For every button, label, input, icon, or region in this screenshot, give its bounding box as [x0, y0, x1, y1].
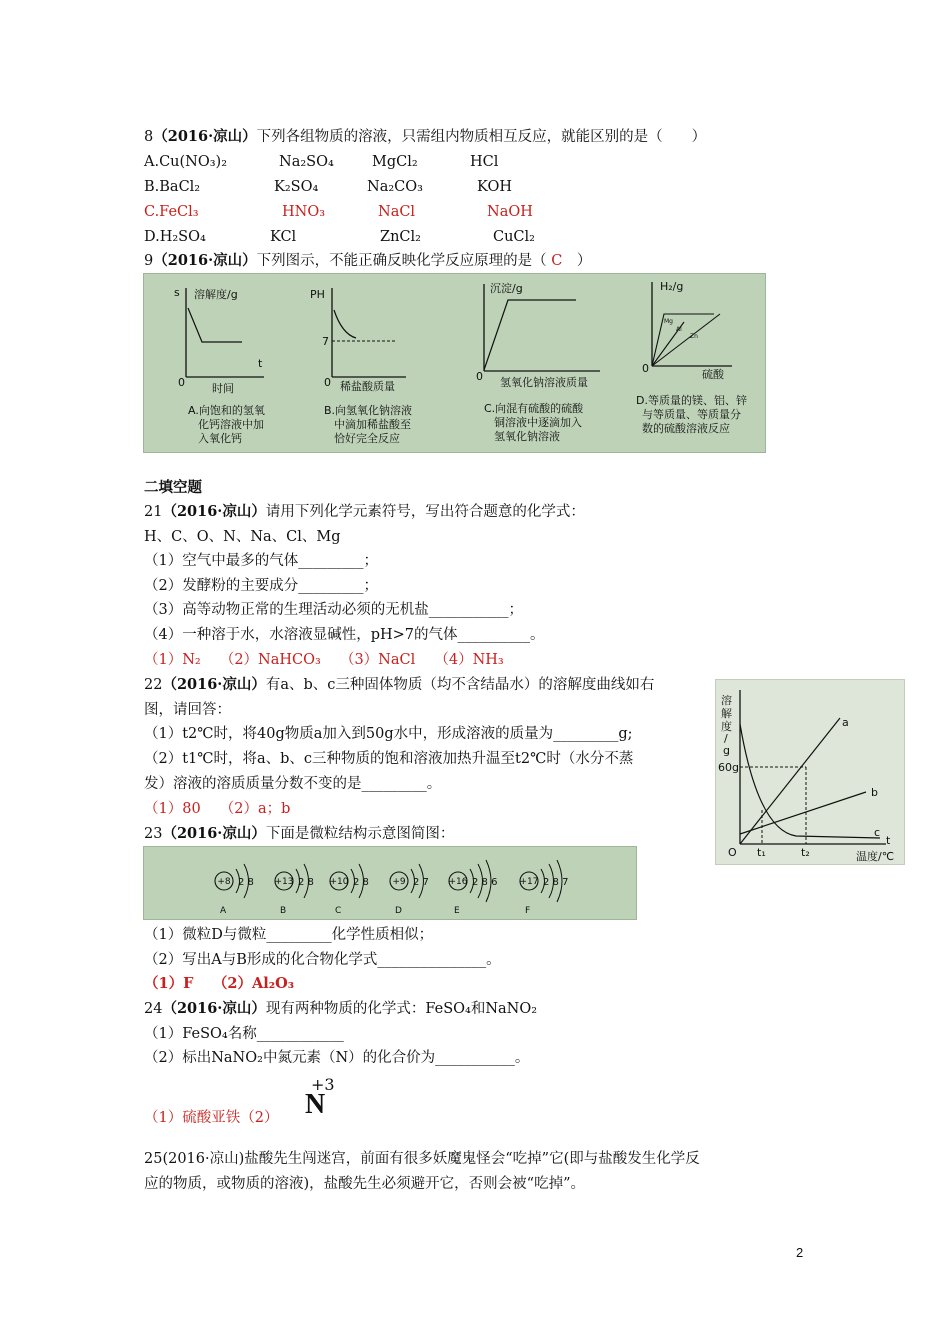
svg-text:中滴加稀盐酸至: 中滴加稀盐酸至	[334, 418, 411, 431]
graph-b-xlabel: 稀盐酸质量	[340, 380, 395, 393]
svg-text:E: E	[454, 906, 460, 916]
q23-answer: （1）F （2）Al₂O₃	[144, 975, 295, 992]
svg-text:2 8 6: 2 8 6	[472, 877, 498, 888]
q21-item-4: （4）一种溶于水，水溶液显碱性，pH>7的气体__________。	[144, 627, 545, 643]
svg-text:+10: +10	[329, 877, 349, 887]
q22-item-1: （1）t2℃时，将40g物质a加入到50g水中，形成溶液的质量为_________g;	[144, 726, 633, 742]
graph-t2-label: t₂	[801, 846, 810, 859]
q24-item-1: （1）FeSO₄名称____________	[144, 1026, 344, 1042]
q21-item-3: （3）高等动物正常的生理活动必须的无机盐___________；	[144, 602, 523, 618]
graph-c	[476, 281, 600, 443]
svg-text:2 8: 2 8	[298, 877, 314, 888]
svg-text:Mg: Mg	[664, 318, 673, 325]
svg-text:B: B	[280, 906, 287, 916]
svg-text:+16: +16	[448, 877, 468, 887]
particle-b	[275, 864, 314, 916]
svg-text:入氧化钙: 入氧化钙	[198, 432, 242, 445]
graph-b-ylabel: PH	[310, 288, 325, 301]
graph-c-ylabel: 沉淀/g	[490, 282, 523, 295]
q24-valence: +3	[311, 1075, 335, 1094]
svg-text:溶: 溶	[721, 694, 732, 707]
svg-text:+9: +9	[392, 877, 406, 887]
q22-stem-2: 图，请回答：	[144, 702, 231, 718]
svg-text:A: A	[220, 906, 227, 916]
graph-a-origin: 0	[178, 376, 185, 389]
svg-text:+13: +13	[274, 877, 294, 887]
q23-particle-diagrams	[143, 846, 637, 920]
graph-d-origin: 0	[642, 362, 649, 375]
svg-text:D.等质量的镁、铝、锌: D.等质量的镁、铝、锌	[636, 394, 747, 407]
svg-text:2 8: 2 8	[353, 877, 369, 888]
svg-text:2 8 7: 2 8 7	[543, 877, 569, 888]
curve-c	[740, 724, 880, 838]
svg-text:+8: +8	[217, 877, 231, 887]
q25-line-2: 应的物质，或物质的溶液)，盐酸先生必须避开它，否则会被“吃掉”。	[144, 1176, 585, 1192]
svg-text:A.向饱和的氢氧: A.向饱和的氢氧	[188, 404, 265, 417]
svg-text:解: 解	[721, 707, 732, 720]
graph-a	[174, 286, 265, 445]
graph-c-xlabel: 氢氧化钠溶液质量	[500, 376, 588, 389]
graph-d	[636, 280, 747, 435]
graph-d-xlabel: 硫酸	[702, 368, 724, 381]
graph-c-origin: 0	[476, 370, 483, 383]
graph-a-t-label: t	[258, 357, 263, 370]
svg-text:C.向混有硫酸的硫酸: C.向混有硫酸的硫酸	[484, 402, 584, 415]
q9-figure-panel	[143, 273, 766, 453]
graph-b	[310, 288, 412, 445]
svg-text:Al: Al	[676, 326, 682, 333]
curve-c-label: c	[874, 826, 881, 839]
page-number: 2	[796, 1245, 804, 1260]
svg-text:Zn: Zn	[690, 333, 698, 340]
graph-xlabel: 温度/℃	[856, 850, 895, 863]
q24-stem: 24（2016·凉山）现有两种物质的化学式：FeSO₄和NaNO₂	[144, 1000, 538, 1017]
q21-item-2: （2）发酵粉的主要成分_________；	[144, 578, 378, 594]
q21-answer: （1）N₂ （2）NaHCO₃ （3）NaCl （4）NH₃	[144, 652, 504, 668]
q8-stem: 8（2016·凉山）下列各组物质的溶液，只需组内物质相互反应，就能区别的是（ ）	[144, 128, 707, 145]
graph-b-tick-7: 7	[322, 335, 329, 348]
svg-text:铜溶液中逐滴加入: 铜溶液中逐滴加入	[494, 416, 582, 429]
svg-text:恰好完全反应: 恰好完全反应	[334, 432, 400, 445]
svg-text:D: D	[395, 906, 402, 916]
q22-item-2: （2）t1℃时，将a、b、c三种物质的饱和溶液加热升温至t2℃时（水分不蒸	[144, 751, 634, 767]
q22-solubility-graph	[715, 679, 905, 865]
svg-text:2 7: 2 7	[413, 877, 429, 888]
q24-item-2: （2）标出NaNO₂中氮元素（N）的化合价为___________。	[144, 1050, 530, 1066]
graph-a-xlabel: 时间	[212, 382, 234, 395]
svg-text:C: C	[335, 906, 342, 916]
q22-stem: 22（2016·凉山）有a、b、c三种固体物质（均不含结晶水）的溶解度曲线如右	[144, 676, 655, 693]
graph-60g-label: 60g	[718, 761, 739, 774]
particle-e	[449, 860, 498, 916]
q23-item-2: （2）写出A与B形成的化合物化学式_______________。	[144, 952, 501, 968]
graph-origin: O	[728, 846, 737, 859]
q22-item-3: 发）溶液的溶质质量分数不变的是_________。	[144, 776, 442, 792]
q24-element-n: N	[305, 1089, 326, 1120]
graph-t-label: t	[886, 834, 891, 847]
q21-item-1: （1）空气中最多的气体_________；	[144, 553, 378, 569]
q23-stem: 23（2016·凉山）下面是微粒结构示意图简图：	[144, 825, 455, 842]
particle-a	[215, 864, 254, 916]
curve-b	[740, 792, 866, 834]
svg-text:+17: +17	[519, 877, 539, 887]
svg-text:氢氧化钠溶液: 氢氧化钠溶液	[494, 430, 560, 443]
curve-a-label: a	[842, 716, 849, 729]
graph-t1-label: t₁	[757, 846, 766, 859]
q24-answer: （1）硫酸亚铁（2）	[144, 1110, 279, 1126]
q23-item-1: （1）微粒D与微粒_________化学性质相似；	[144, 927, 434, 943]
particle-f	[520, 860, 569, 916]
q22-answer: （1）80 （2）a；b	[144, 801, 291, 817]
q25-line-1: 25(2016·凉山)盐酸先生闯迷宫，前面有很多妖魔鬼怪会“吃掉”它(即与盐酸发生化学反	[144, 1151, 700, 1167]
svg-text:/: /	[724, 732, 728, 745]
svg-text:B.向氢氧化钠溶液: B.向氢氧化钠溶液	[324, 404, 413, 417]
svg-text:F: F	[525, 906, 531, 916]
q9-stem: 9（2016·凉山）下列图示，不能正确反映化学反应原理的是（ C ）	[144, 252, 592, 269]
section-title: 二填空题	[144, 479, 202, 496]
graph-d-ylabel: H₂/g	[660, 280, 684, 293]
particle-c	[330, 864, 369, 916]
q21-stem: 21（2016·凉山）请用下列化学元素符号，写出符合题意的化学式：	[144, 503, 585, 520]
curve-b-label: b	[871, 786, 878, 799]
svg-text:度: 度	[721, 720, 732, 733]
curve-a	[740, 718, 840, 844]
graph-a-s-label: s	[174, 286, 180, 299]
q21-elements: H、C、O、N、Na、Cl、Mg	[144, 529, 341, 545]
svg-text:数的硫酸溶液反应: 数的硫酸溶液反应	[642, 422, 730, 435]
graph-a-ylabel: 溶解度/g	[194, 288, 238, 301]
graph-b-origin: 0	[324, 376, 331, 389]
q9-answer: C	[551, 253, 563, 269]
particle-d	[390, 864, 429, 916]
svg-text:与等质量、等质量分: 与等质量、等质量分	[642, 408, 741, 421]
svg-text:g: g	[723, 744, 730, 757]
svg-text:2 8: 2 8	[238, 877, 254, 888]
svg-text:化钙溶液中加: 化钙溶液中加	[198, 418, 264, 431]
